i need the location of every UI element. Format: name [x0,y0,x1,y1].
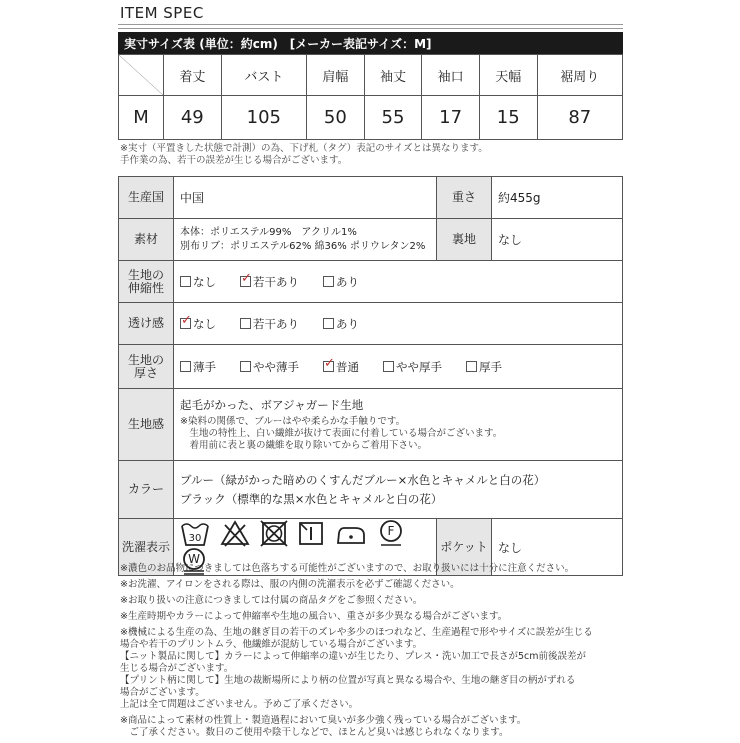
size-table-caption: 実寸サイズ表 (単位：約cm) [メーカー表記サイズ：M] [124,37,432,51]
size-value: 55 [364,96,422,140]
thickness-option-label: やや薄手 [253,359,299,374]
sheer-option [240,316,299,332]
notes-section [120,563,630,743]
lining-label: 裏地 [437,219,492,261]
stretch-option [240,270,299,290]
thickness-label: 生地の 厚さ [119,345,174,389]
thickness-option [180,359,216,375]
dryclean-f-icon [377,519,405,547]
checked-box-icon [180,312,192,329]
spec-row-sheer [119,303,623,345]
iron-low-icon [335,519,367,547]
material-line: 本体：ポリエステル99% アクリル1% [180,226,357,238]
size-note: ※実寸（平置きした状態で計測）の為、下げ札（タグ）表記のサイズとは異なります。 手作業の為、若干の誤差が生じる場合がございます。 [120,143,488,166]
checkbox-icon [240,318,251,329]
checkbox-icon [383,361,394,372]
thickness-option [466,359,502,375]
spec-row-texture [119,389,623,461]
spec-row-origin [119,177,623,219]
stretch-label: 生地の 伸縮性 [119,261,174,303]
checked-box-icon [240,270,252,287]
thickness-option [323,355,359,375]
texture-main: 起毛がかった、ボアジャガード生地 [180,398,364,412]
thickness-option-label: 薄手 [193,359,216,374]
sheer-option-label: なし [193,316,216,331]
thickness-option [240,359,299,375]
color-value [174,461,623,519]
wash-label: 洗濯表示 [119,519,174,576]
note-paragraph: ※生産時期やカラーによって伸縮率や生地の風合い、重さが多少異なる場合がございます。 [120,611,508,622]
line-dry-icon [297,519,325,547]
size-value: 49 [164,96,222,140]
sheer-label: 透け感 [119,303,174,345]
thickness-option-label: 普通 [336,359,359,374]
size-table [118,54,623,140]
wash-temp: 30 [188,533,202,544]
checkbox-icon [180,361,191,372]
column-header: 袖丈 [364,55,422,96]
wash-30-icon [180,519,210,547]
thickness-option-label: やや厚手 [396,359,442,374]
check-mark-icon: ✓ [324,355,335,371]
thickness-option [383,359,442,375]
stretch-option [180,274,216,290]
column-header: 天幅 [479,55,537,96]
pocket-label: ポケット [437,519,492,576]
size-table-row [119,96,623,140]
note-paragraph: ※機械による生産の為、生地の継ぎ目の若干のズレや多少のほつれなど、生産過程で形やサイズに誤差が生じる 場合や若干のプリントムラ、他繊維が混紡している場合がございます。 【ニット製品に関して】カラーによって伸縮率の違いが生じたり、プレス・洗い加工で長さが5cm前後誤差が 生じる場合がございます。 【プリント柄に関して】生地の裁断場所により柄の位置が写真と異なる場合や、生地の継ぎ目の柄がずれる 場合がございます。 上記は全て問題はございません。予めご了承ください。 [120,627,593,710]
sheer-options [174,303,623,345]
spec-row-stretch [119,261,623,303]
sheer-option [323,316,359,332]
color-label: カラー [119,461,174,519]
material-line: 別布リブ：ポリエステル62% 綿36% ポリウレタン2% [180,240,426,252]
note-paragraph: ※濃色のお品物につきましては色落ちする可能性がございますので、お取り扱いには十分に注意ください。 [120,563,575,574]
color-line: ブラック（標準的な黒×水色とキャメルと白の花） [180,491,443,506]
checkbox-icon [466,361,477,372]
origin-label: 生産国 [119,177,174,219]
diagonal-cell [119,55,164,96]
sheer-option [180,312,216,332]
divider [118,28,623,29]
check-mark-icon: ✓ [241,270,252,286]
divider [118,24,623,25]
note-paragraph: ※お洗濯、アイロンをされる際は、服の内側の洗濯表示を必ずご確認ください。 [120,579,460,590]
column-header: 袖口 [422,55,480,96]
page-title: ITEM SPEC [120,4,204,22]
sheer-option-label: 若干あり [253,316,299,331]
note-paragraph: ※お取り扱いの注意につきましては付属の商品タグをご参照ください。 [120,595,423,606]
stretch-option-label: なし [193,274,216,289]
spec-row-material [119,219,623,261]
stretch-option [323,274,359,290]
weight-label: 重さ [437,177,492,219]
size-value: 50 [307,96,365,140]
note-paragraph: ※商品によって素材の性質上・製造過程において臭いが多少強く残っている場合がございます。 ご了承ください。数日のご使用や陰干しなどで、ほとんど臭いは感じられなくなります。 [120,715,527,738]
spec-row-color [119,461,623,519]
size-value: 17 [422,96,480,140]
size-table-header-row [119,55,623,96]
thickness-options [174,345,623,389]
checkbox-icon [240,361,251,372]
size-value: 15 [479,96,537,140]
checked-box-icon [323,355,335,372]
dryclean-letter: F [387,524,395,538]
material-value [174,219,437,261]
sheer-option-label: あり [336,316,359,331]
item-spec-header [118,0,623,26]
weight-value: 約455g [492,177,623,219]
color-line: ブルー（緑がかった暗めのくすんだブルー×水色とキャメルと白の花） [180,472,546,487]
size-value: 105 [221,96,306,140]
no-bleach-icon [220,519,250,547]
check-mark-icon: ✓ [181,312,192,328]
wetclean-letter: W [188,552,200,566]
material-label: 素材 [119,219,174,261]
stretch-option-label: 若干あり [253,274,299,289]
checkbox-icon [323,318,334,329]
texture-label: 生地感 [119,389,174,461]
column-header: 肩幅 [307,55,365,96]
lining-value: なし [492,219,623,261]
texture-note: ※染料の関係で、ブルーはやや柔らかな手触りです。 生地の特性上、白い繊維が抜けて表面に付着している場合がございます。 着用前に表と裏の繊維を取り除いてからご着用下さい。 [180,416,503,451]
column-header: バスト [221,55,306,96]
spec-row-thickness [119,345,623,389]
texture-value [174,389,623,461]
stretch-options [174,261,623,303]
column-header: 着丈 [164,55,222,96]
stretch-option-label: あり [336,274,359,289]
origin-value: 中国 [174,177,437,219]
checkbox-icon [323,276,334,287]
column-header: 裾周り [537,55,622,96]
spec-table [118,176,623,576]
thickness-option-label: 厚手 [479,359,502,374]
checkbox-icon [180,276,191,287]
pocket-value: なし [492,519,623,576]
no-tumble-dry-icon [260,519,288,547]
size-label: M [119,96,164,140]
size-table-caption-bar [118,32,623,54]
size-value: 87 [537,96,622,140]
